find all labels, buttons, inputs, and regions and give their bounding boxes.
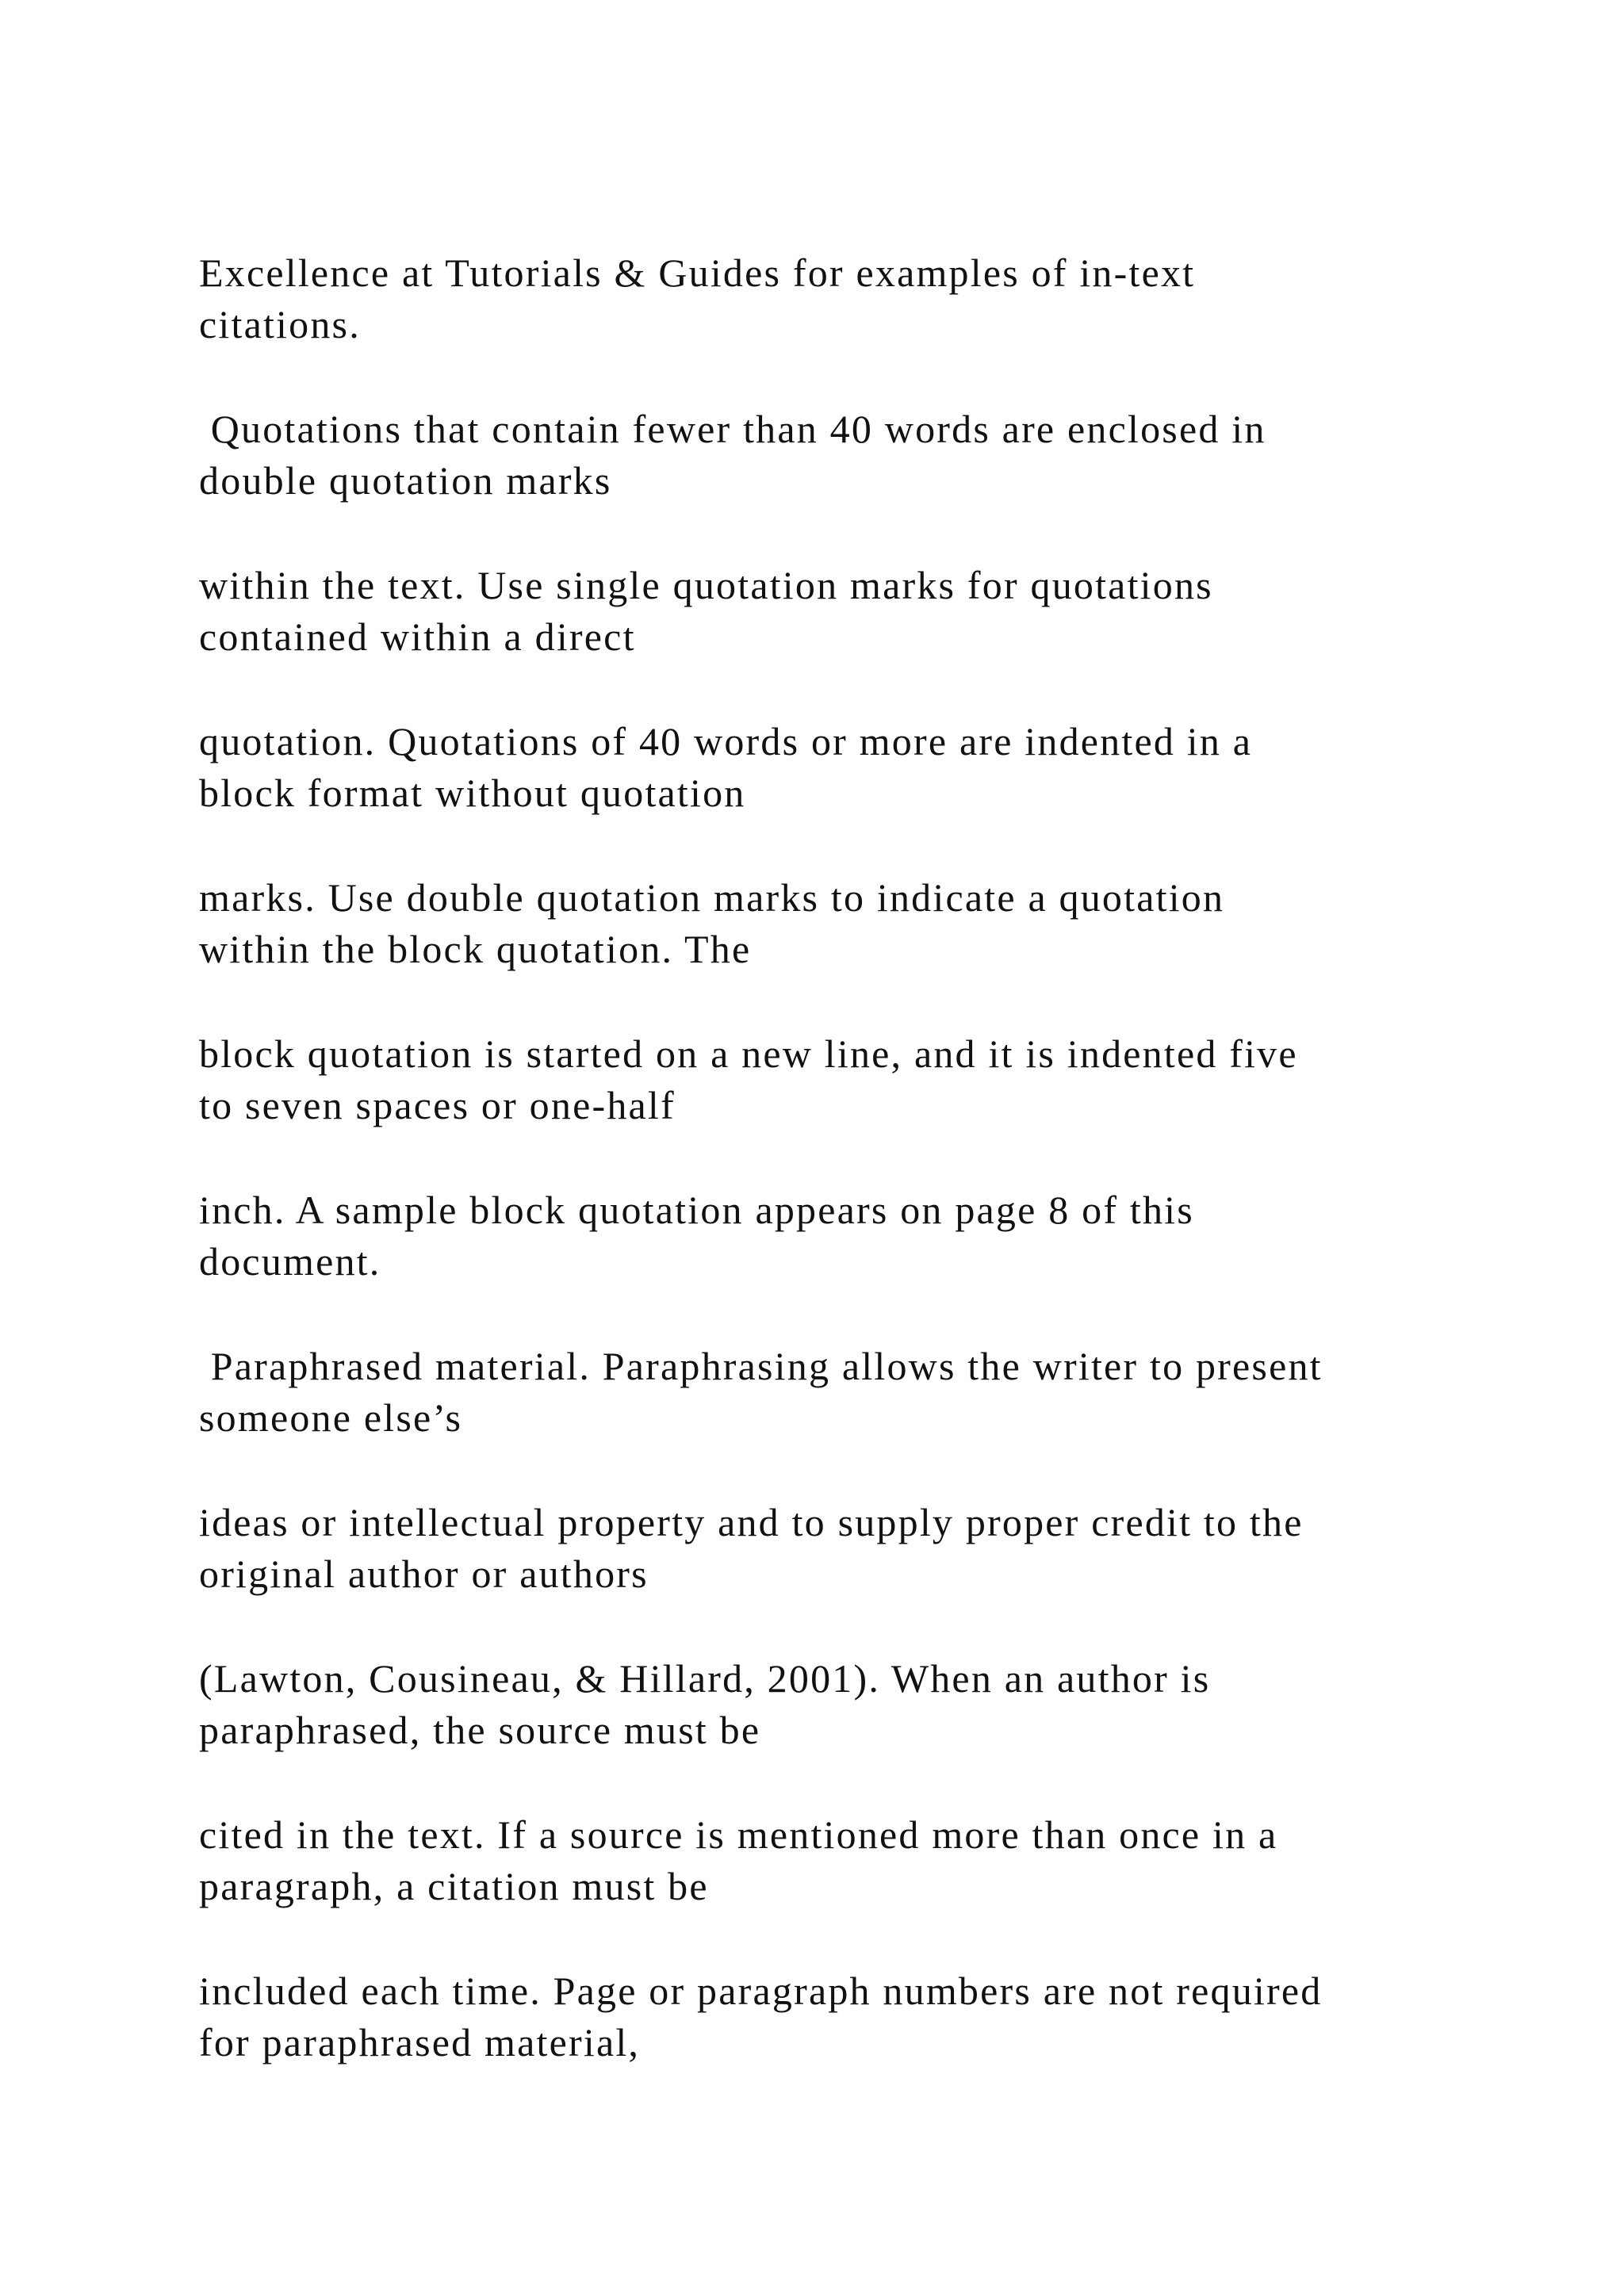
text-line: (Lawton, Cousineau, & Hillard, 2001). When an author is bbox=[199, 1656, 1211, 1701]
text-line: paraphrased, the source must be bbox=[199, 1708, 761, 1752]
text-line: included each time. Page or paragraph numbers are not required bbox=[199, 1969, 1323, 2013]
document-body bbox=[199, 247, 1468, 2122]
paragraph bbox=[199, 247, 1468, 350]
text-line: marks. Use double quotation marks to indicate a quotation bbox=[199, 875, 1225, 920]
paragraph bbox=[199, 1965, 1468, 2068]
paragraph bbox=[199, 872, 1468, 975]
text-line: to seven spaces or one-half bbox=[199, 1083, 676, 1127]
text-line: for paraphrased material, bbox=[199, 2020, 641, 2064]
paragraph bbox=[199, 716, 1468, 819]
text-line: quotation. Quotations of 40 words or more are indented in a bbox=[199, 719, 1253, 763]
paragraph bbox=[199, 1341, 1468, 1444]
text-line: double quotation marks bbox=[199, 458, 612, 503]
text-line: Quotations that contain fewer than 40 words are enclosed in bbox=[199, 407, 1266, 451]
text-line: someone else’s bbox=[199, 1395, 463, 1440]
text-line: ideas or intellectual property and to supply proper credit to the bbox=[199, 1500, 1304, 1544]
text-line: cited in the text. If a source is mentioned more than once in a bbox=[199, 1812, 1278, 1857]
text-line: document. bbox=[199, 1239, 381, 1284]
paragraph bbox=[199, 1809, 1468, 1912]
text-line: citations. bbox=[199, 302, 361, 346]
paragraph bbox=[199, 1184, 1468, 1288]
text-line: original author or authors bbox=[199, 1552, 649, 1596]
text-line: block quotation is started on a new line, and it is indented five bbox=[199, 1031, 1298, 1076]
paragraph bbox=[199, 1497, 1468, 1600]
text-line: Excellence at Tutorials & Guides for examples of in-text bbox=[199, 251, 1196, 295]
text-line: inch. A sample block quotation appears on page 8 of this bbox=[199, 1188, 1194, 1232]
paragraph bbox=[199, 560, 1468, 663]
text-line: Paraphrased material. Paraphrasing allows the writer to present bbox=[199, 1344, 1323, 1388]
paragraph bbox=[199, 404, 1468, 507]
text-line: contained within a direct bbox=[199, 614, 636, 659]
text-line: within the block quotation. The bbox=[199, 927, 752, 971]
paragraph bbox=[199, 1028, 1468, 1131]
text-line: block format without quotation bbox=[199, 771, 746, 815]
text-line: paragraph, a citation must be bbox=[199, 1864, 709, 1908]
text-line: within the text. Use single quotation marks for quotations bbox=[199, 563, 1213, 607]
paragraph bbox=[199, 1653, 1468, 1756]
